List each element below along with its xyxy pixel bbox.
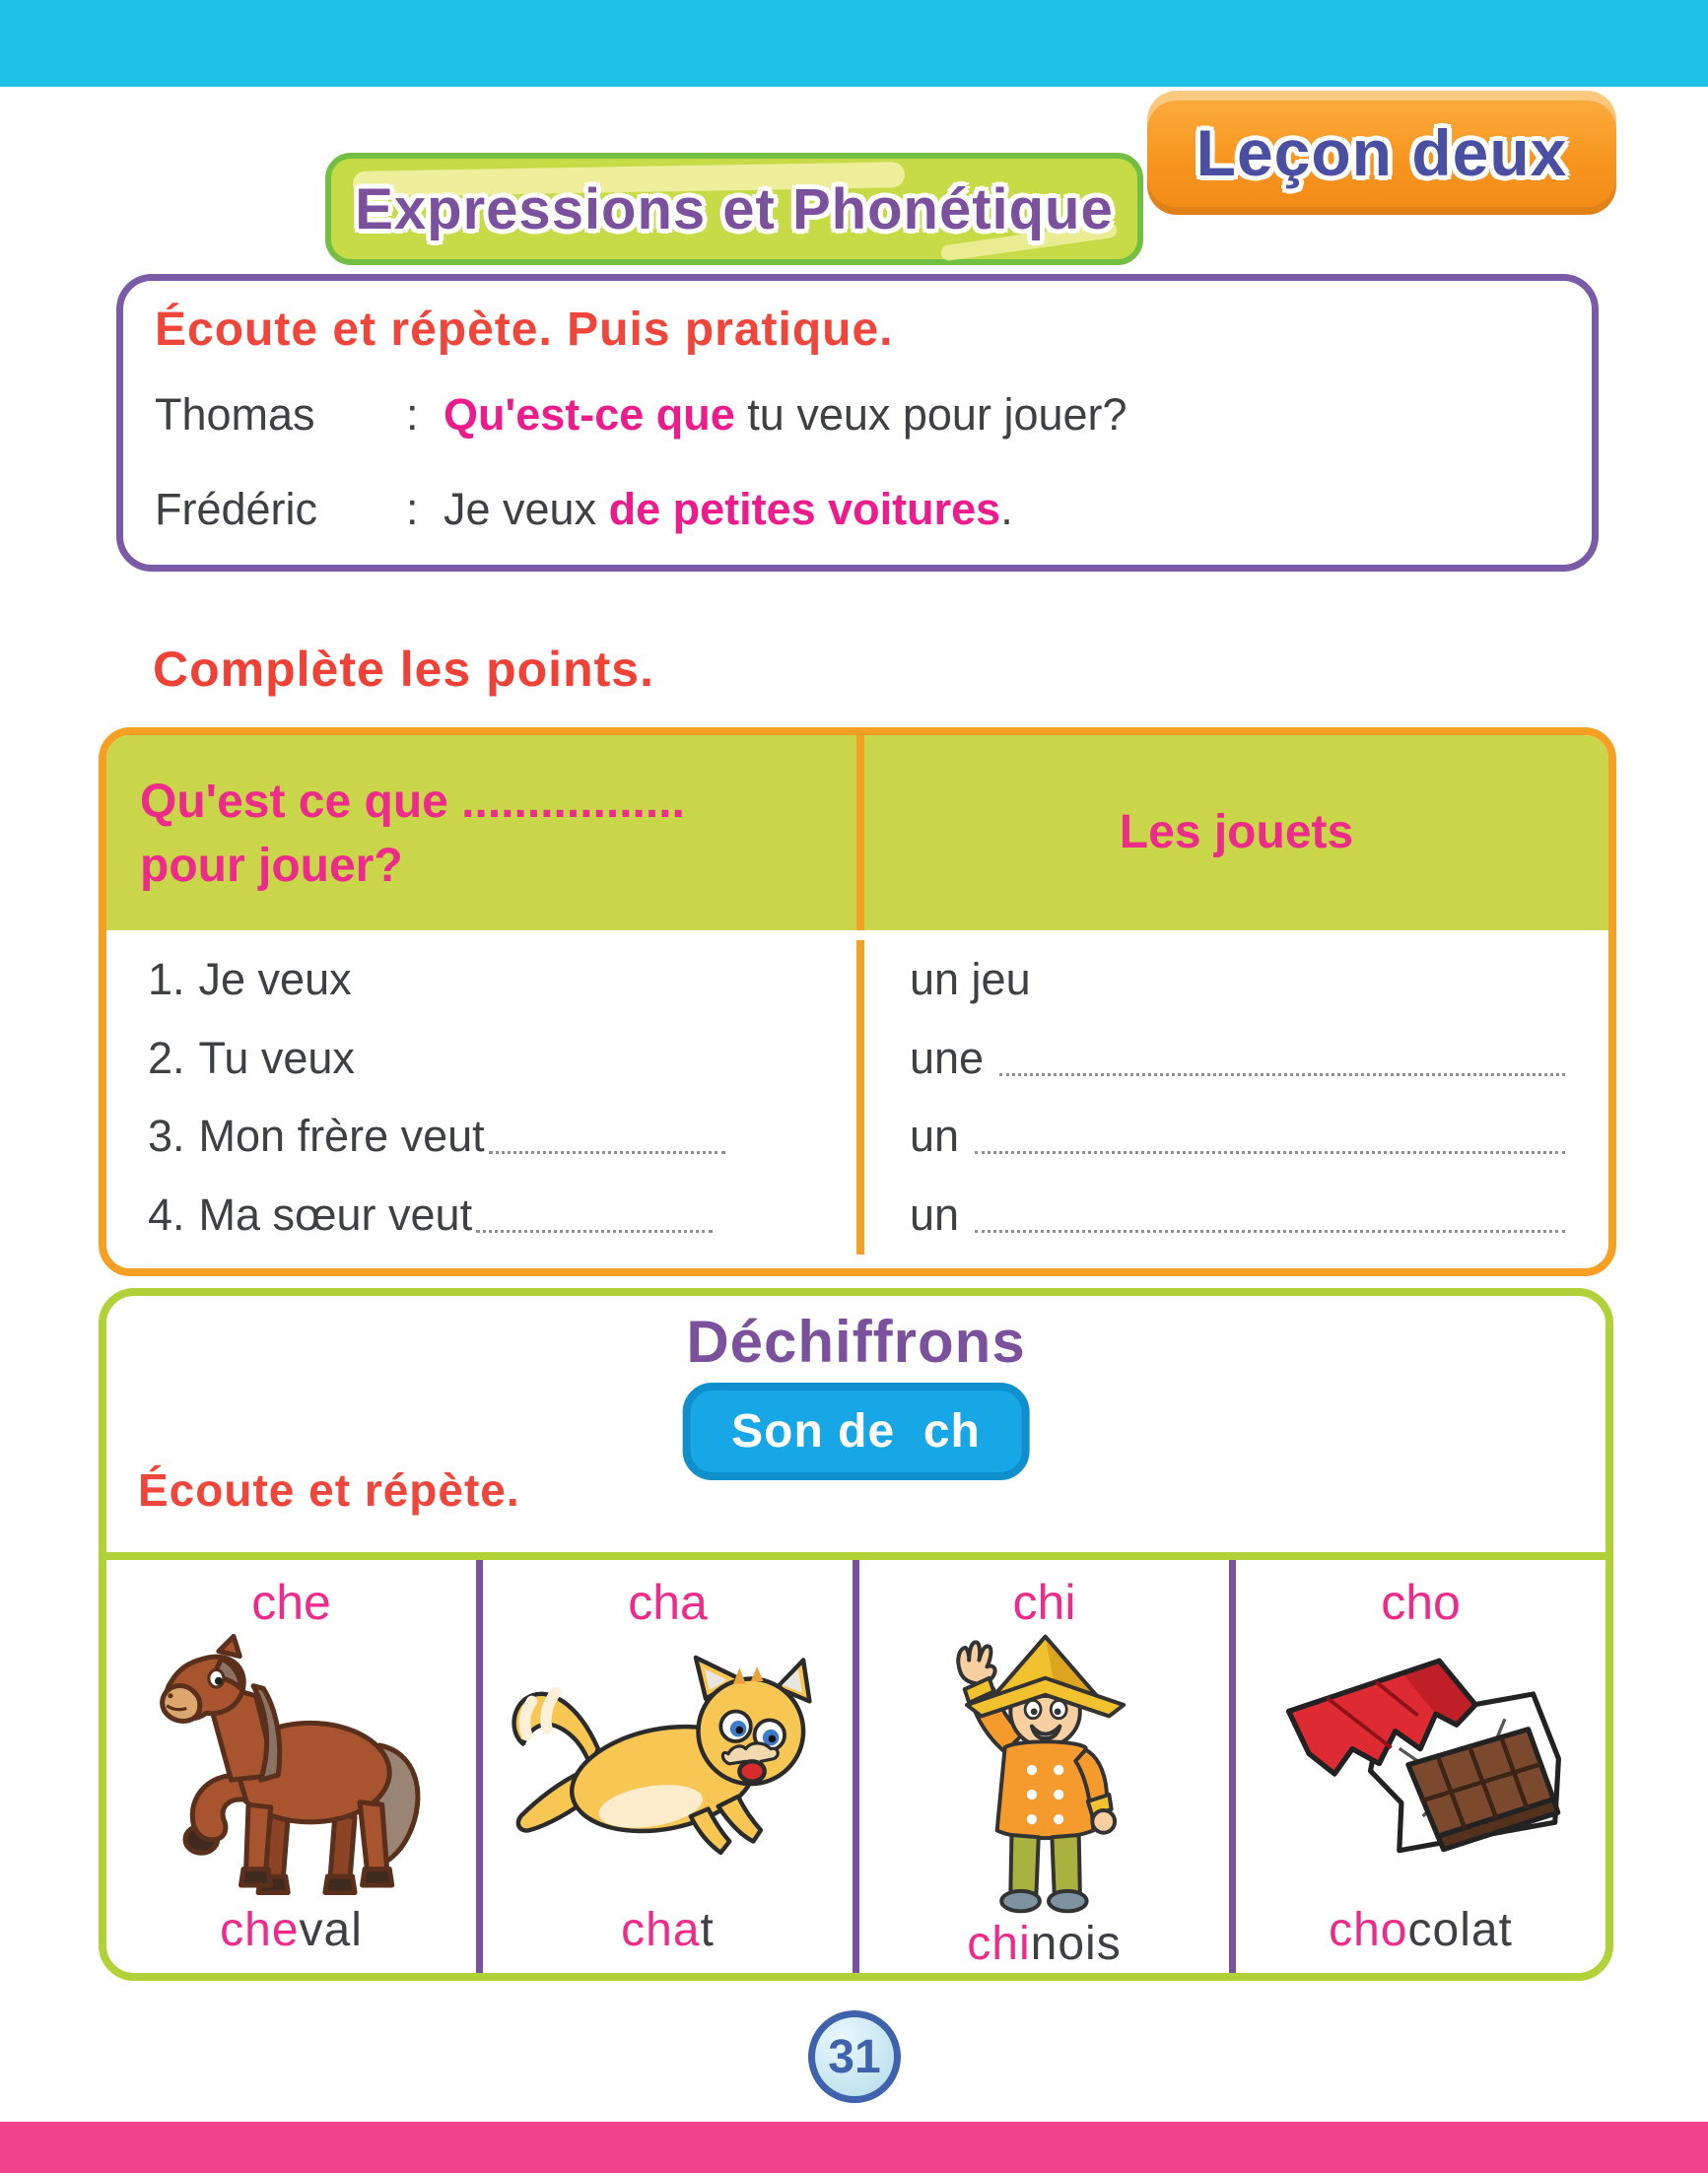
answer-line[interactable] [975, 1197, 1565, 1233]
colon: : [406, 389, 419, 440]
table-row [106, 1019, 1608, 1098]
table-row [106, 1098, 1608, 1177]
table-header-row [106, 735, 1608, 930]
table-cell-right [864, 1019, 1608, 1098]
chocolate-illustration [1236, 1631, 1606, 1903]
row-number: 4. [148, 1189, 185, 1241]
answer-line[interactable] [999, 1041, 1565, 1076]
dialogue-line [155, 389, 1127, 441]
table-header-toys: Les jouets [1119, 805, 1354, 858]
chinese-boy-icon [946, 1631, 1143, 1917]
syllable-label: cho [1381, 1575, 1461, 1630]
syllable-card-cha [476, 1560, 853, 1973]
table-cell-left [106, 1098, 864, 1177]
dialogue-line [155, 484, 1013, 535]
table-row [106, 1176, 1608, 1255]
header-line-1: Qu'est ce que ................. [140, 776, 685, 828]
phonics-box [99, 1288, 1613, 1981]
word-label: chat [621, 1904, 715, 1956]
table-cell-right [864, 940, 1608, 1019]
word-label: chocolat [1329, 1904, 1513, 1956]
exercise-heading: Complète les points. [153, 642, 654, 697]
section-badge [325, 153, 1143, 265]
word-label: chinois [967, 1918, 1122, 1970]
syllable-card-chi [853, 1560, 1229, 1973]
highlighted-phrase: de petites voitures [608, 484, 1001, 534]
answer-line[interactable] [476, 1197, 713, 1233]
row-text: un [910, 1189, 960, 1241]
bottom-color-bar [0, 2122, 1708, 2173]
table-header-question [106, 735, 864, 930]
dialogue-text: Qu'est-ce que tu veux pour jouer? [444, 389, 1127, 440]
table-cell-right [864, 1176, 1608, 1255]
row-number: 1. [148, 953, 185, 1004]
row-text: un [910, 1111, 960, 1162]
syllable-label: chi [1012, 1575, 1076, 1630]
phonics-subtitle: Écoute et répète. [138, 1464, 520, 1516]
row-text: Je veux [198, 953, 352, 1004]
answer-line[interactable] [489, 1119, 725, 1154]
table-cell-left [106, 1176, 864, 1255]
row-number: 3. [148, 1111, 185, 1162]
syllable-cards [106, 1560, 1606, 1973]
dialogue-text: Je veux de petites voitures. [444, 484, 1013, 534]
exercise-table [99, 727, 1616, 1276]
syllable-label: che [251, 1575, 331, 1630]
colon: : [406, 484, 419, 534]
table-cell-left [106, 940, 864, 1019]
horse-icon [144, 1634, 440, 1900]
word-label: cheval [220, 1904, 363, 1956]
row-text: Ma sœur veut [198, 1189, 473, 1241]
page-number: 31 [828, 2030, 881, 2083]
dialogue-box [116, 274, 1599, 572]
table-cell-left [106, 1019, 864, 1098]
syllable-label: cha [628, 1575, 708, 1630]
table-cell-right [864, 1098, 1608, 1177]
divider-line [106, 1552, 1606, 1560]
dialogue-title: Écoute et répète. Puis pratique. [155, 304, 894, 356]
cat-icon [506, 1649, 831, 1885]
speaker-name: Thomas [155, 389, 315, 440]
table-body [106, 930, 1608, 1268]
chinese-boy-illustration [859, 1631, 1229, 1917]
row-text: Tu veux [198, 1032, 355, 1083]
syllable-card-cho [1229, 1560, 1606, 1973]
lesson-badge-label: Leçon deux [1196, 116, 1568, 189]
section-badge-label: Expressions et Phonétique [355, 176, 1114, 241]
phonics-title: Déchiffrons [686, 1309, 1026, 1375]
horse-illustration [106, 1631, 476, 1903]
answer-line[interactable] [975, 1119, 1565, 1154]
chocolate-icon [1268, 1637, 1574, 1898]
row-text: Mon frère veut [198, 1111, 485, 1162]
speaker-name: Frédéric [155, 484, 318, 534]
row-text: un jeu [910, 953, 1031, 1004]
sound-badge: Son de ch [682, 1383, 1030, 1480]
row-text: une [910, 1032, 985, 1083]
lesson-badge [1147, 91, 1616, 215]
page-number-badge [808, 2010, 901, 2103]
cat-illustration [483, 1631, 853, 1903]
table-row [106, 940, 1608, 1019]
syllable-card-che [106, 1560, 476, 1973]
top-color-bar [0, 0, 1708, 87]
row-number: 2. [148, 1032, 185, 1083]
highlighted-phrase: Qu'est-ce que [444, 389, 735, 440]
header-line-2: pour jouer? [140, 839, 403, 892]
